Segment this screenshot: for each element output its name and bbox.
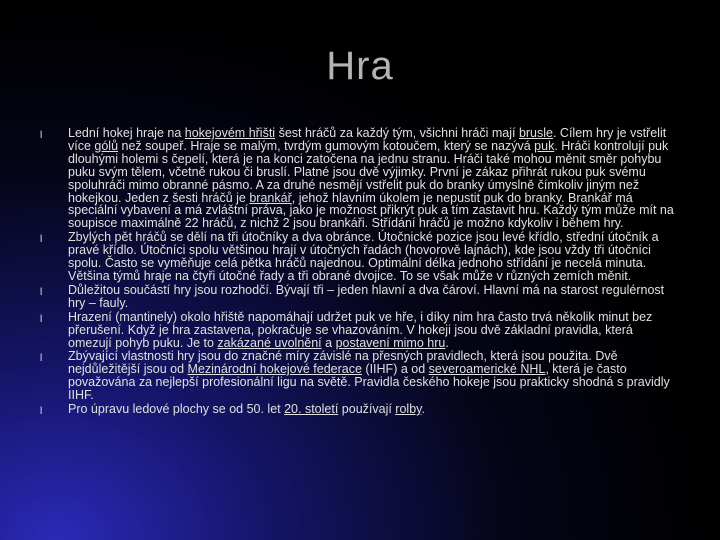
bullet-text-segment: Lední hokej hraje na xyxy=(68,126,185,140)
bullet-item xyxy=(40,284,680,310)
wiki-link[interactable]: postavení mimo hru xyxy=(335,335,446,350)
bullet-item xyxy=(40,403,680,416)
bullet-text-segment: šest hráčů za každý tým, všichni hráči mají xyxy=(275,126,519,140)
bullet-text-segment: . xyxy=(445,335,449,350)
bullet-list xyxy=(40,127,680,417)
wiki-link[interactable]: rolby xyxy=(395,402,422,417)
wiki-link[interactable]: severoamerické NHL xyxy=(428,362,546,377)
bullet-text-segment: . xyxy=(421,402,425,417)
bullet-marker-icon: l xyxy=(40,286,43,298)
bullet-text-segment: . Cílem hry je vstřelit více xyxy=(68,126,667,153)
bullet-text-segment: Zbylých pět hráčů se dělí na tři útočníky a dva obránce. Útočnické pozice jsou levé křídlo, střední útočník a pravé křídlo. Útočníci spolu většinou hrají v útočných řadách (hovorově lajnách), kde jsou vždy tři útočníci spolu. Často se vyměňuje celá pětka hráčů najednou. Optimální délka jednoho střídání je necelá minuta. Většina týmů hraje na čtyři útočné řady a tři obrané dvojice. To se však může v různých zemích měnit. xyxy=(68,230,659,283)
bullet-text-segment: než soupeř. Hraje se malým, tvrdým gumovým kotoučem, který se nazývá xyxy=(118,138,535,153)
bullet-text-segment: , jehož hlavním úkolem je nepustit puk do branky. Brankář má speciální vybavení a má zvláštní práva, jako je možnost přikrýt puk a tím zastavit hru. Každý tým může mít na soupisce maximálně 22 hráčů, z nichž 2 jsou brankáři. Střídání hráčů je možno kdykoliv i během hry. xyxy=(68,190,674,231)
bullet-text-segment: Zbývající vlastnosti hry jsou do značné míry závislé na přesných pravidlech, která jsou použita. Dvě nejdůležitější jsou od xyxy=(68,349,618,377)
bullet-text-segment: . Hráči kontrolují puk dlouhými holemi s čepelí, která je na konci zatočena na jednu stranu. Hráči také mohou měnit směr pohybu puku svým tělem, včetně rukou či bruslí. Platné jsou dvě výjimky. První je zákaz přihrát rukou puk svému spoluhráči mimo obranné pásmo. A za druhé nesmějí vstřelit puk do branky úmyslně čímkoliv jiným než hokejkou. Jeden z šesti hráčů je xyxy=(68,138,669,205)
bullet-text-segment: , která je často považována za nejlepší profesionální ligu na světě. Pravidla českého hokeje jsou prakticky shodná s pravidly IIHF. xyxy=(68,362,670,403)
bullet-text xyxy=(68,402,425,416)
bullet-text-segment: Důležitou součástí hry jsou rozhodčí. Bývají tři – jeden hlavní a dva čároví. Hlavní má na starost regulérnost hry – fauly. xyxy=(68,282,665,310)
slide-title: Hra xyxy=(326,44,394,88)
bullet-text xyxy=(68,310,652,350)
bullet-text-segment: (IIHF) a od xyxy=(361,362,429,377)
wiki-link[interactable]: gólů xyxy=(94,138,119,153)
bullet-text xyxy=(68,283,664,310)
wiki-link[interactable]: hokejovém hřišti xyxy=(184,126,276,140)
bullet-marker-icon: l xyxy=(40,353,43,365)
bullet-marker-icon: l xyxy=(40,130,43,141)
bullet-item xyxy=(40,127,680,230)
bullet-marker-icon: l xyxy=(40,406,43,418)
wiki-link[interactable]: brankář xyxy=(249,190,292,205)
bullet-text xyxy=(68,230,659,283)
bullet-item xyxy=(40,311,680,350)
bullet-text xyxy=(68,349,670,402)
wiki-link[interactable]: brusle xyxy=(518,126,553,140)
wiki-link[interactable]: zakázané uvolnění xyxy=(217,335,322,350)
bullet-marker-icon: l xyxy=(40,234,43,246)
wiki-link[interactable]: 20. století xyxy=(284,402,339,417)
bullet-text-segment: používají xyxy=(338,402,396,417)
bullet-text-segment: Pro úpravu ledové plochy se od 50. let xyxy=(68,402,285,417)
bullet-text xyxy=(68,126,674,230)
bullet-marker-icon: l xyxy=(40,313,43,325)
bullet-text-segment: a xyxy=(321,335,336,350)
wiki-link[interactable]: Mezinárodní hokejové federace xyxy=(187,362,362,377)
bullet-item xyxy=(40,350,680,402)
bullet-item xyxy=(40,231,680,283)
bullet-text-segment: Hrazení (mantinely) okolo hřiště napomáhají udržet puk ve hře, i díky nim hra často trvá několik minut bez přerušení. Když je hra zastavena, pokračuje se vhazováním. V hokeji jsou dvě základní pravidla, která omezují pohyb puku. Je to xyxy=(68,309,653,350)
wiki-link[interactable]: puk xyxy=(534,138,555,153)
